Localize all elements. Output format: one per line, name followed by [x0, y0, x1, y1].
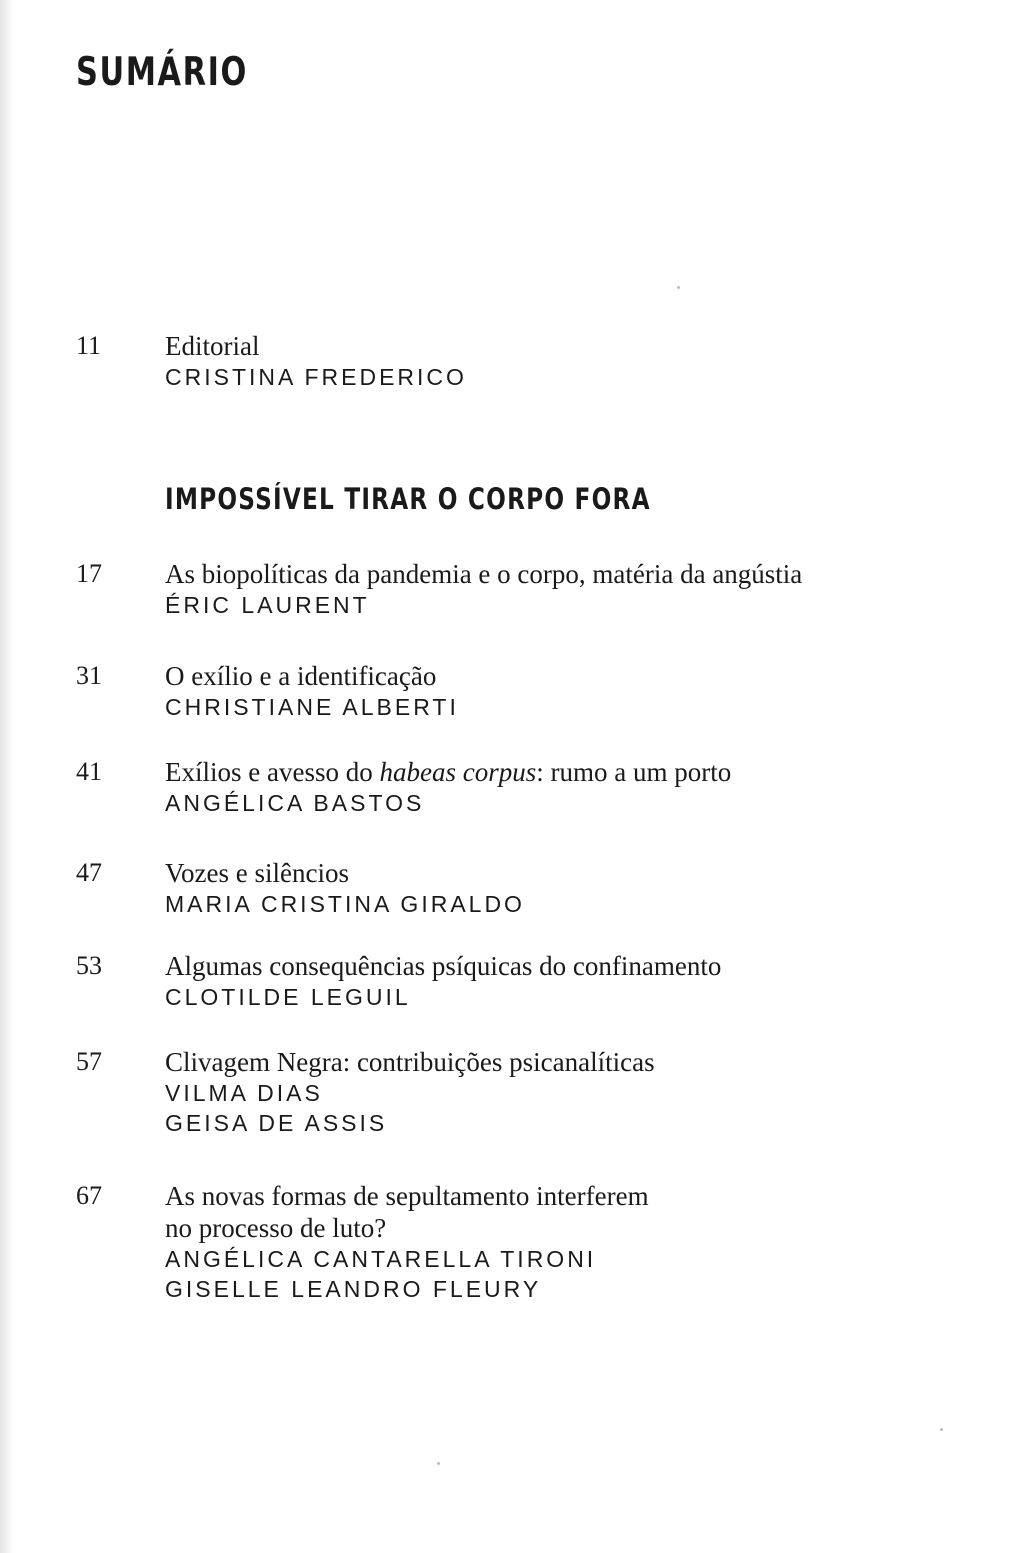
toc-page-number: 53: [76, 951, 102, 980]
toc-entry-author: ANGÉLICA CANTARELLA TIRONI: [165, 1246, 597, 1272]
section-heading: IMPOSSÍVEL TIRAR O CORPO FORA: [165, 482, 651, 516]
toc-page-number: 47: [76, 858, 102, 887]
scan-speck: [677, 286, 680, 289]
toc-entry-author: CRISTINA FREDERICO: [165, 364, 467, 390]
toc-entry-title: Editorial: [165, 331, 260, 361]
toc-entry-author: MARIA CRISTINA GIRALDO: [165, 891, 525, 917]
toc-entry-body: [165, 330, 925, 392]
page-title: SUMÁRIO: [76, 50, 248, 95]
scan-speck: [940, 1428, 943, 1431]
toc-entry-author: ÉRIC LAURENT: [165, 592, 370, 618]
toc-entry-title: [165, 1180, 925, 1244]
toc-page-number: 11: [76, 331, 102, 360]
toc-entry-title-line: As novas formas de sepultamento interferem: [165, 1181, 649, 1211]
toc-entry-body: [165, 1046, 925, 1138]
toc-entry-author: GEISA DE ASSIS: [165, 1110, 388, 1136]
toc-entry-body: [165, 660, 925, 722]
toc-page-number: 17: [76, 559, 102, 588]
toc-page-number: 67: [76, 1181, 102, 1210]
toc-entry-body: [165, 756, 925, 818]
toc-entry-author: CLOTILDE LEGUIL: [165, 984, 411, 1010]
toc-page-number: 57: [76, 1047, 102, 1076]
toc-entry-title: Vozes e silêncios: [165, 858, 349, 888]
scan-speck: [437, 1462, 440, 1465]
toc-entry-author: GISELLE LEANDRO FLEURY: [165, 1276, 542, 1302]
toc-entry-body: [165, 558, 925, 620]
toc-entry-body: [165, 1180, 925, 1304]
toc-entry-title-italic: habeas corpus: [379, 757, 537, 787]
toc-entry-author: CHRISTIANE ALBERTI: [165, 694, 459, 720]
toc-entry-body: [165, 857, 925, 919]
page-gutter-shadow: [0, 0, 14, 1553]
toc-entry-title: Algumas consequências psíquicas do confinamento: [165, 951, 722, 981]
toc-page-number: 41: [76, 757, 102, 786]
toc-entry-title-text: Exílios e avesso do: [165, 757, 380, 787]
toc-entry-title: O exílio e a identificação: [165, 661, 437, 691]
toc-entry-author: ANGÉLICA BASTOS: [165, 790, 425, 816]
toc-entry-author: VILMA DIAS: [165, 1080, 323, 1106]
toc-entry-title: As biopolíticas da pandemia e o corpo, matéria da angústia: [165, 559, 803, 589]
toc-entry-title: Clivagem Negra: contribuições psicanalíticas: [165, 1047, 655, 1077]
toc-entry-title-text: : rumo a um porto: [536, 757, 732, 787]
toc-entry-title-line: no processo de luto?: [165, 1213, 387, 1243]
toc-page-number: 31: [76, 661, 102, 690]
toc-entry-body: [165, 950, 925, 1012]
toc-entry-title: [165, 756, 925, 788]
